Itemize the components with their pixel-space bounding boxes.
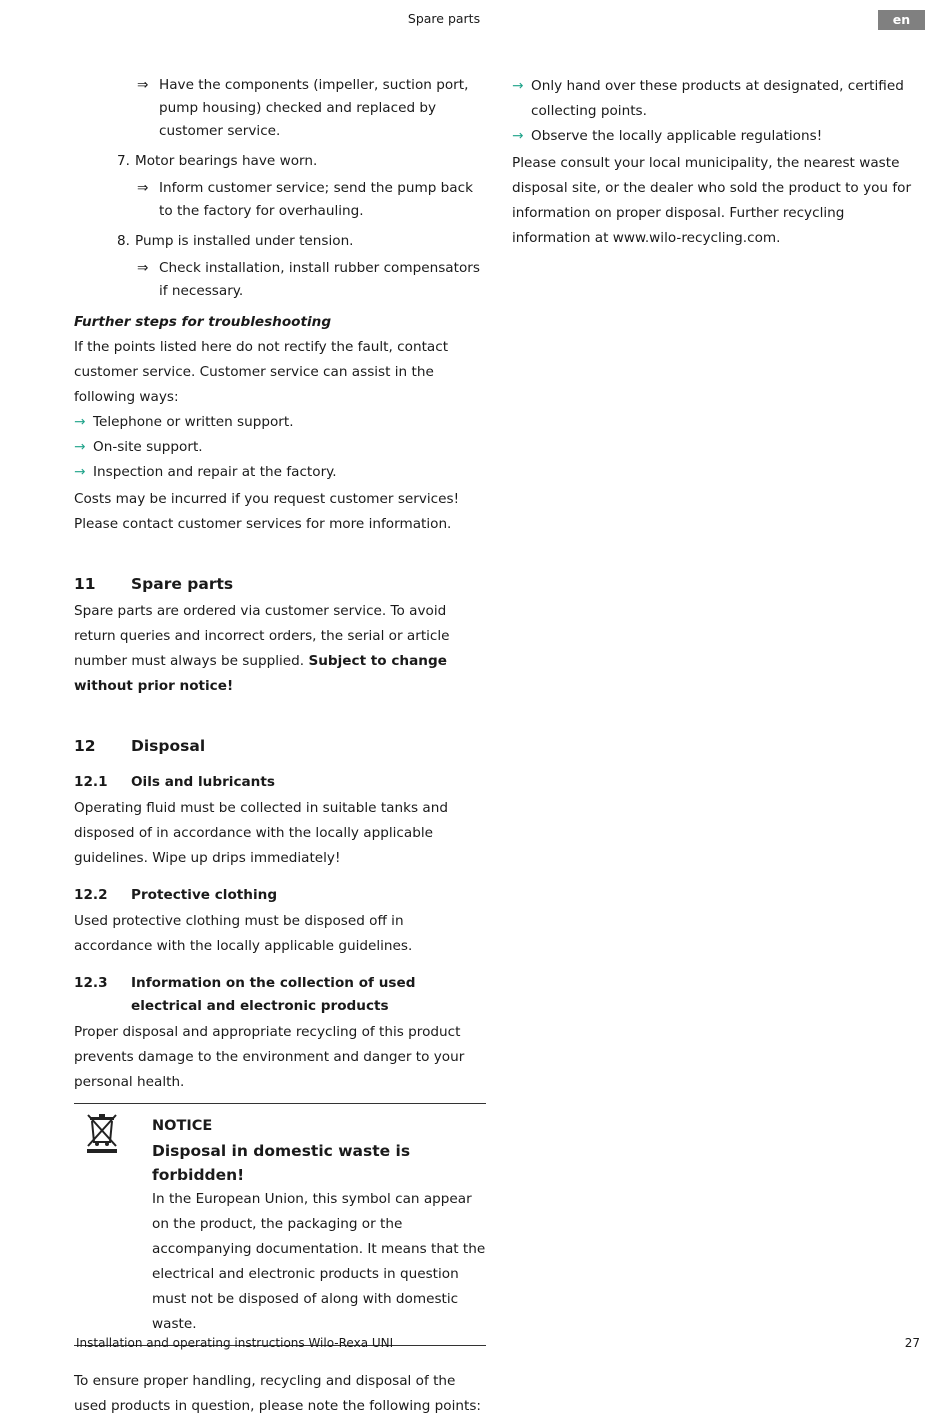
cause-item-7: 7. Motor bearings have worn.	[117, 153, 318, 169]
disposal-info-text: Please consult your local municipality, the nearest waste disposal site, or the dealer who sold the product to you for information on proper disposal. Further recycling information at www.wilo-recycling.com.	[512, 155, 912, 246]
right-column	[512, 74, 926, 251]
list-item: → Only hand over these products at designated, certified collecting points.	[512, 74, 926, 124]
arrow-icon: →	[512, 128, 524, 144]
double-arrow-icon: ⇒	[137, 260, 149, 276]
notice-title: Disposal in domestic waste is forbidden!	[152, 1142, 411, 1184]
fix-step	[137, 177, 486, 223]
list-item: → On-site support.	[74, 435, 486, 460]
section-12-3-heading: 12.3 Information on the collection of used electrical and electronic products	[74, 975, 416, 1014]
list-item: → Inspection and repair at the factory.	[74, 460, 486, 485]
fix-step	[137, 257, 486, 303]
arrow-icon: →	[74, 439, 86, 455]
section-12-2-heading: 12.2 Protective clothing	[74, 887, 278, 903]
left-column	[74, 74, 486, 1419]
notice-label: NOTICE	[152, 1118, 213, 1134]
footer-document-title: Installation and operating instructions Wilo-Rexa UNI	[76, 1336, 394, 1350]
notice-box	[74, 1103, 486, 1346]
further-steps-text: If the points listed here do not rectify the fault, contact customer service. Customer service can assist in the following ways:	[74, 339, 449, 405]
final-text: To ensure proper handling, recycling and disposal of the used products in question, please note the following points:	[74, 1373, 481, 1414]
section-12-1-text: Operating fluid must be collected in suitable tanks and disposed of in accordance with the locally applicable guidelines. Wipe up drips immediately!	[74, 800, 448, 866]
fix-step-text: Have the components (impeller, suction port, pump housing) checked and replaced by customer service.	[159, 77, 469, 139]
fix-step	[137, 74, 486, 143]
crossed-out-bin-icon	[74, 1114, 152, 1337]
double-arrow-icon: ⇒	[137, 180, 149, 196]
list-item: → Observe the locally applicable regulations!	[512, 124, 926, 149]
section-11-text: Spare parts are ordered via customer service. To avoid return queries and incorrect orders, the serial or article number must always be supplied. Subject to change without prior notice!	[74, 603, 450, 694]
section-11-bold-note: Subject to change without prior notice!	[74, 653, 447, 694]
section-12-2-text: Used protective clothing must be disposed off in accordance with the locally applicable guidelines.	[74, 913, 413, 954]
further-steps-heading: Further steps for troubleshooting	[74, 314, 332, 330]
fix-step-text: Check installation, install rubber compensators if necessary.	[159, 260, 480, 299]
section-12-3-text: Proper disposal and appropriate recycling of this product prevents damage to the environment and danger to your personal health.	[74, 1024, 465, 1090]
language-badge: en	[878, 10, 925, 30]
costs-text: Costs may be incurred if you request customer services! Please contact customer services for more information.	[74, 491, 460, 532]
list-item: → Telephone or written support.	[74, 410, 486, 435]
notice-text: In the European Union, this symbol can appear on the product, the packaging or the accompanying documentation. It means that the electrical and electronic products in question must not be disposed of along with domestic waste.	[152, 1191, 486, 1332]
page-number: 27	[904, 1336, 920, 1350]
fix-step-text: Inform customer service; send the pump back to the factory for overhauling.	[159, 180, 473, 219]
section-12-1-heading: 12.1 Oils and lubricants	[74, 774, 275, 790]
cause-item-8: 8. Pump is installed under tension.	[117, 233, 354, 249]
arrow-icon: →	[74, 464, 86, 480]
arrow-icon: →	[512, 78, 524, 94]
arrow-icon: →	[74, 414, 86, 430]
page-header-title: Spare parts	[407, 11, 481, 26]
section-12-heading: 12 Disposal	[74, 737, 206, 755]
section-11-heading: 11 Spare parts	[74, 575, 234, 593]
double-arrow-icon: ⇒	[137, 77, 149, 93]
